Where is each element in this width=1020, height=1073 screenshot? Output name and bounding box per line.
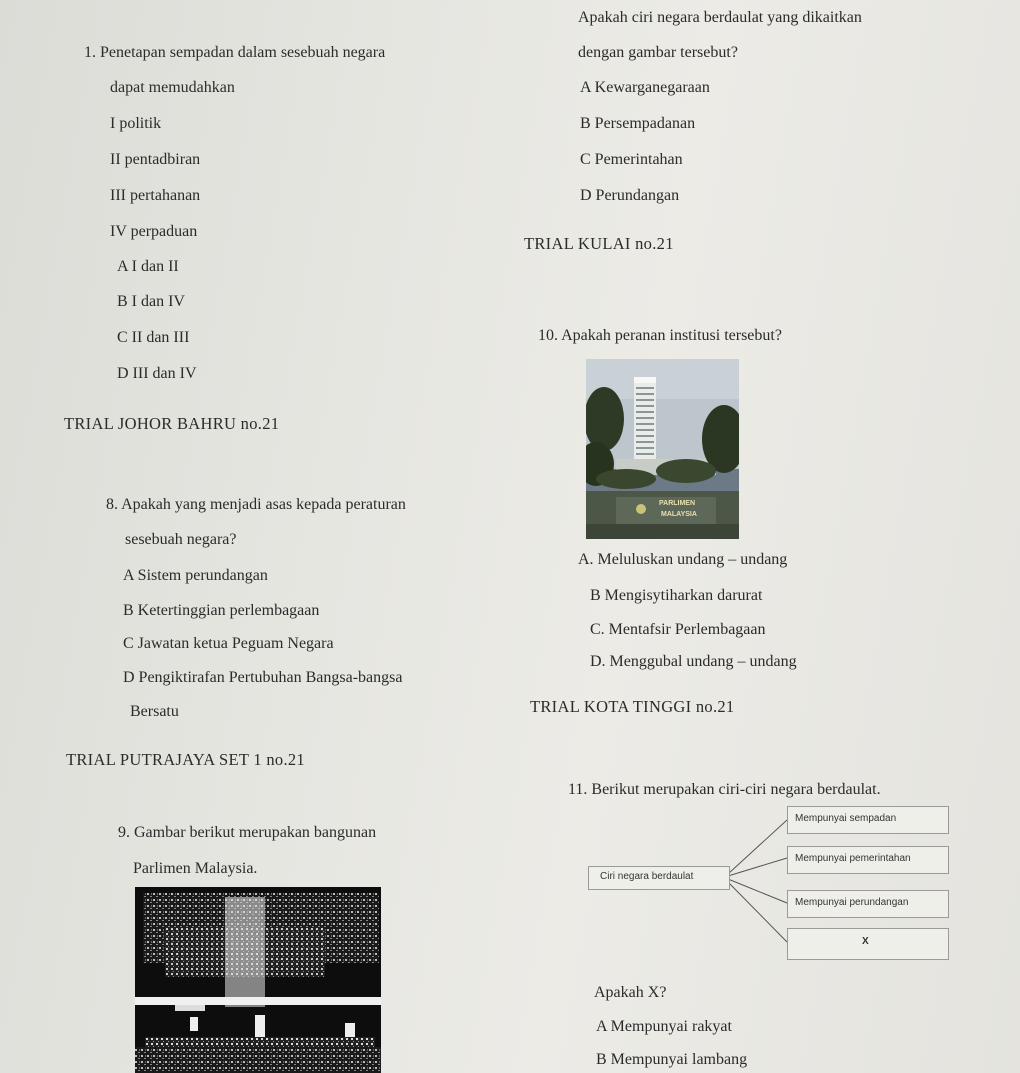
q11-option: B Mempunyai lambang	[596, 1051, 748, 1068]
q1-item: II pentadbiran	[110, 151, 201, 168]
q11-stem: 11. Berikut merupakan ciri-ciri negara berdaulat.	[568, 781, 881, 798]
diagram-center-label: Ciri negara berdaulat	[600, 871, 694, 882]
question-intro-line1: Apakah ciri negara berdaulat yang dikaitkan	[578, 9, 862, 26]
option-a: A Kewarganegaraan	[580, 79, 710, 96]
q1-item: I politik	[110, 115, 162, 132]
q1-option: D III dan IV	[117, 365, 197, 382]
q10-stem: 10. Apakah peranan institusi tersebut?	[538, 327, 782, 344]
source-label: TRIAL KOTA TINGGI no.21	[530, 697, 735, 716]
question-intro-line2: dengan gambar tersebut?	[578, 44, 738, 61]
q8-option: D Pengiktirafan Pertubuhan Bangsa-bangsa	[123, 669, 403, 686]
q1-stem-line1: 1. Penetapan sempadan dalam sesebuah negara	[84, 44, 386, 61]
q11-option: A Mempunyai rakyat	[596, 1018, 732, 1035]
q8-option: A Sistem perundangan	[123, 567, 268, 584]
q10-option: D. Menggubal undang – undang	[590, 653, 797, 670]
q8-option-cont: Bersatu	[130, 703, 179, 720]
source-label: TRIAL PUTRAJAYA SET 1 no.21	[66, 750, 305, 769]
q9-stem-line1: 9. Gambar berikut merupakan bangunan	[118, 824, 377, 841]
source-label: TRIAL JOHOR BAHRU no.21	[64, 414, 280, 433]
q1-stem-line2: dapat memudahkan	[110, 79, 235, 96]
q8-option: B Ketertinggian perlembagaan	[123, 602, 320, 619]
q10-option: A. Meluluskan undang – undang	[578, 551, 788, 568]
q11-question: Apakah X?	[594, 984, 667, 1001]
q8-option: C Jawatan ketua Peguam Negara	[123, 635, 334, 652]
q1-item: III pertahanan	[110, 187, 201, 204]
q1-option: A I dan II	[117, 258, 179, 275]
diagram-branch-label-x: X	[862, 936, 869, 947]
parliament-sign-line1: PARLIMEN	[659, 500, 696, 507]
q10-option: C. Mentafsir Perlembagaan	[590, 621, 766, 638]
diagram-branch-label: Mempunyai sempadan	[795, 813, 897, 824]
parliament-sign-line2: MALAYSIA	[661, 511, 697, 518]
q1-option: C II dan III	[117, 329, 190, 346]
diagram-branch-label: Mempunyai pemerintahan	[795, 853, 911, 864]
q8-stem-line2: sesebuah negara?	[125, 531, 237, 548]
option-c: C Pemerintahan	[580, 151, 683, 168]
diagram-branch-label: Mempunyai perundangan	[795, 897, 909, 908]
q1-item: IV perpaduan	[110, 223, 198, 240]
option-b: B Persempadanan	[580, 115, 696, 132]
option-d: D Perundangan	[580, 187, 680, 204]
q10-option: B Mengisytiharkan darurat	[590, 587, 763, 604]
q8-stem-line1: 8. Apakah yang menjadi asas kepada peraturan	[106, 496, 406, 513]
q1-option: B I dan IV	[117, 293, 185, 310]
q9-stem-line2: Parlimen Malaysia.	[133, 860, 258, 877]
source-label: TRIAL KULAI no.21	[524, 234, 674, 253]
